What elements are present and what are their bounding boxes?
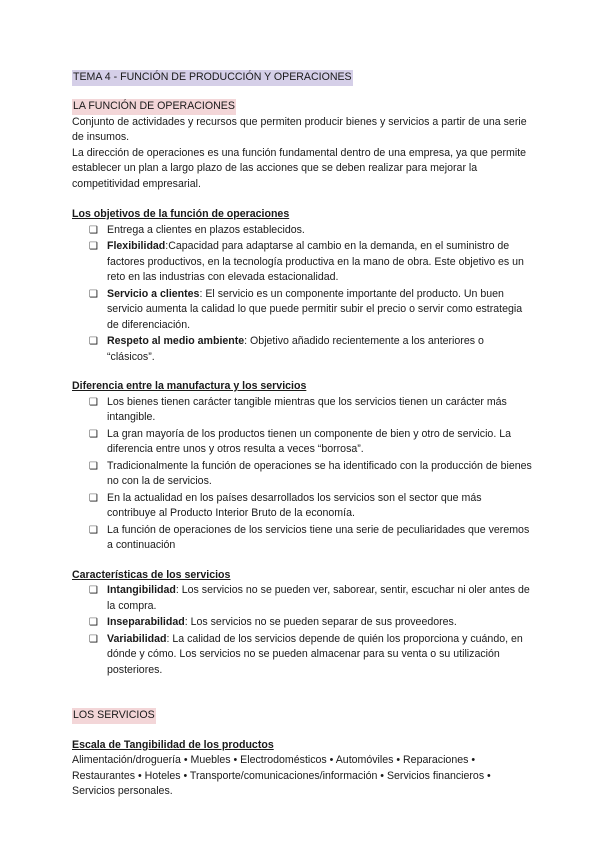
- box-bullet-icon: ❑: [89, 428, 98, 440]
- title-row: [72, 70, 532, 85]
- direccion-paragraph: La dirección de operaciones es una función fundamental dentro de una empresa, ya que permite establecer un plan a largo plazo de las acciones que se deben realizar para mejorar la competitividad empresarial.: [72, 146, 527, 190]
- objetivos-list: [72, 223, 532, 366]
- list-item: ❑ La gran mayoría de los productos tienen un componente de bien y otro de servicio. La diferencia entre unos y otros resulta a veces “borrosa”.: [89, 427, 511, 455]
- list-item: ❑ Variabilidad: La calidad de los servicios depende de quién los proporciona y cuándo, en dónde y cómo. Los servicios no se pueden almacenar para su venta o su utilización posteriores.: [89, 632, 523, 676]
- list-item: ❑ Entrega a clientes en plazos establecidos.: [87, 223, 532, 239]
- diferencia-heading: Diferencia entre la manufactura y los servicios: [72, 380, 307, 392]
- section-heading-operaciones: LA FUNCIÓN DE OPERACIONES: [72, 99, 236, 115]
- caracteristicas-section: [72, 568, 532, 679]
- box-bullet-icon: ❑: [89, 524, 98, 536]
- box-bullet-icon: ❑: [89, 492, 98, 504]
- caracteristicas-heading: Características de los servicios: [72, 568, 231, 581]
- caracteristicas-list: [72, 583, 532, 678]
- box-bullet-icon: ❑: [89, 396, 98, 408]
- list-item: ❑ La función de operaciones de los servicios tiene una serie de peculiaridades que veremos a continuación: [89, 523, 530, 551]
- list-item: ❑ En la actualidad en los países desarrollados los servicios son el sector que más contribuye al Producto Interior Bruto de la economía.: [89, 491, 482, 519]
- box-bullet-icon: ❑: [89, 633, 98, 645]
- document-page: [72, 70, 532, 800]
- section-operaciones: [72, 99, 532, 192]
- box-bullet-icon: ❑: [89, 336, 98, 347]
- box-bullet-icon: ❑: [89, 288, 98, 300]
- tangibilidad-scale: Alimentación/droguería • Muebles • Electrodomésticos • Automóviles • Reparaciones • Restaurantes • Hoteles • Transporte/comunicaciones/información • Servicios financieros • Servicios personales.: [72, 754, 491, 797]
- list-item: ❑ Los bienes tienen carácter tangible mientras que los servicios tienen un carácter más intangible.: [89, 395, 507, 423]
- box-bullet-icon: ❑: [89, 617, 98, 628]
- box-bullet-icon: ❑: [89, 241, 98, 252]
- diferencia-list: [72, 395, 532, 554]
- list-item: ❑ Flexibilidad:Capacidad para adaptarse al cambio en la demanda, en el suministro de factores productivos, en la tecnología productiva en la mano de obra. Este objetivo es un reto en las industrias con elevada estacionalidad.: [89, 240, 524, 283]
- box-bullet-icon: ❑: [89, 460, 98, 472]
- list-item: ❑ Intangibilidad: Los servicios no se pueden ver, saborear, sentir, escuchar ni oler antes de la compra.: [89, 584, 530, 612]
- definition-paragraph: Conjunto de actividades y recursos que permiten producir bienes y servicios a partir de una serie de insumos.: [72, 115, 527, 143]
- objetivos-heading: Los objetivos de la función de operaciones: [72, 208, 290, 220]
- box-bullet-icon: ❑: [89, 224, 98, 236]
- section-heading-servicios: LOS SERVICIOS: [72, 708, 156, 724]
- diferencia-section: [72, 379, 532, 554]
- objetivos-section: [72, 207, 532, 365]
- section-servicios: [72, 708, 532, 800]
- list-item: ❑ Respeto al medio ambiente: Objetivo añadido recientemente a los anteriores o “clásicos”.: [89, 335, 484, 363]
- tangibilidad-heading: Escala de Tangibilidad de los productos: [72, 738, 274, 751]
- list-item: ❑ Servicio a clientes: El servicio es un componente importante del producto. Un buen servicio aumenta la calidad lo que puede permitir subir el precio o servir como estrategia de diferenciación.: [89, 287, 523, 331]
- box-bullet-icon: ❑: [89, 585, 98, 596]
- page-title: TEMA 4 - FUNCIÓN DE PRODUCCIÓN Y OPERACIONES: [72, 70, 353, 86]
- list-item: ❑ Tradicionalmente la función de operaciones se ha identificado con la producción de bienes no con la de servicios.: [89, 459, 532, 487]
- list-item: ❑ Inseparabilidad: Los servicios no se pueden separar de sus proveedores.: [87, 615, 532, 631]
